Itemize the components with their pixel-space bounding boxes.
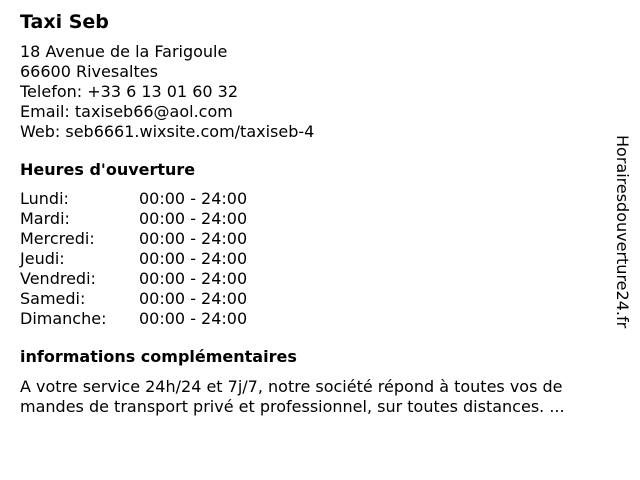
hours-row [20, 289, 620, 309]
hours-day: Samedi: [20, 289, 86, 308]
opening-hours-heading: Heures d'ouverture [20, 160, 196, 179]
hours-row [20, 249, 620, 269]
hours-day: Jeudi: [20, 249, 65, 268]
description-line: A votre service 24h/24 et 7j/7, notre société répond à toutes vos de [20, 377, 563, 396]
opening-hours-table [20, 189, 620, 329]
hours-time: 00:00 - 24:00 [139, 229, 248, 248]
hours-row [20, 269, 620, 289]
hours-day: Mardi: [20, 209, 70, 228]
hours-day: Dimanche: [20, 309, 107, 328]
hours-time: 00:00 - 24:00 [139, 309, 248, 328]
additional-info-heading: informations complémentaires [20, 347, 297, 366]
address-street: 18 Avenue de la Farigoule [20, 42, 228, 61]
website-url: Web: seb6661.wixsite.com/taxiseb-4 [20, 122, 315, 141]
business-name: Taxi Seb [20, 11, 109, 33]
contact-block [20, 42, 620, 142]
hours-row [20, 209, 620, 229]
description-line: mandes de transport privé et professionnel, sur toutes distances. ... [20, 397, 565, 416]
business-description [20, 377, 620, 417]
address-city: 66600 Rivesaltes [20, 62, 158, 81]
hours-time: 00:00 - 24:00 [139, 209, 248, 228]
phone-number: Telefon: +33 6 13 01 60 32 [20, 82, 239, 101]
hours-time: 00:00 - 24:00 [139, 189, 248, 208]
hours-time: 00:00 - 24:00 [139, 269, 248, 288]
hours-row [20, 309, 620, 329]
hours-day: Lundi: [20, 189, 69, 208]
hours-day: Vendredi: [20, 269, 96, 288]
hours-time: 00:00 - 24:00 [139, 289, 248, 308]
business-card [20, 10, 620, 417]
email-address: Email: taxiseb66@aol.com [20, 102, 233, 121]
hours-time: 00:00 - 24:00 [139, 249, 248, 268]
hours-row [20, 229, 620, 249]
site-watermark: Horairesdouverture24.fr [613, 135, 632, 329]
hours-day: Mercredi: [20, 229, 95, 248]
hours-row [20, 189, 620, 209]
